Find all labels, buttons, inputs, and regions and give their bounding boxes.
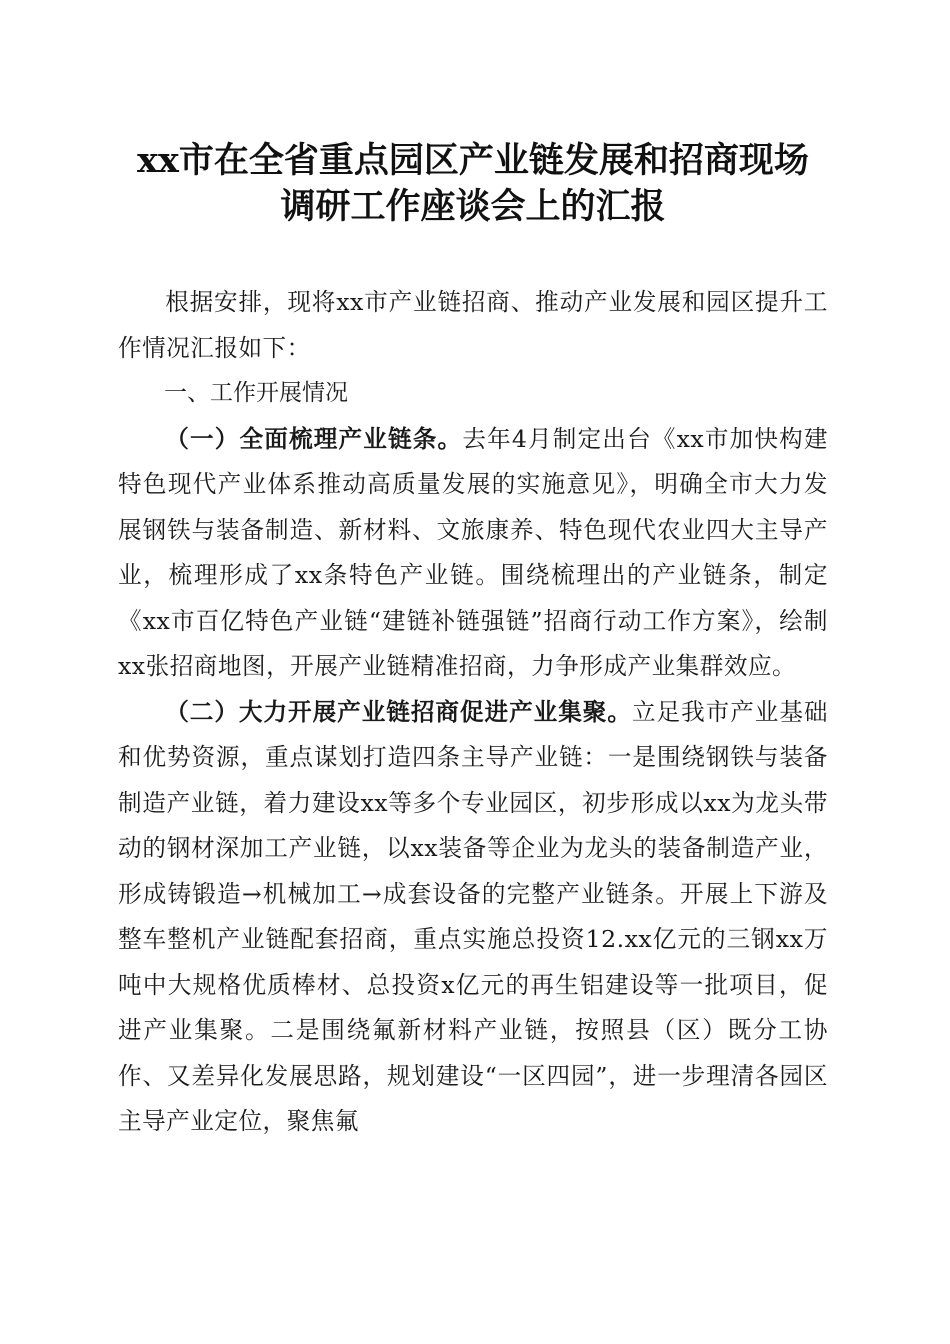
item-text-2: 立足我市产业基础和优势资源，重点谋划打造四条主导产业链：一是围绕钢铁与装备制造产业链，着力建设xx等多个专业园区，初步形成以xx为龙头带动的钢材深加工产业链，以xx装备等企业为龙头的装备制造产业，形成铸锻造→机械加工→成套设备的完整产业链条。开展上下游及整车整机产业链配套招商，重点实施总投资12.xx亿元的三钢xx万吨中大规格优质棒材、总投资x亿元的再生铝建设等一批项目，促进产业集聚。二是围绕氟新材料产业链，按照县（区）既分工协作、又差异化发展思路，规划建设“一区四园”，进一步理清各园区主导产业定位，聚焦氟 xyxy=(118,697,829,1135)
title-line-2: 调研工作座谈会上的汇报 xyxy=(280,186,666,227)
item-lead-1: （一）全面梳理产业链条。 xyxy=(165,424,463,453)
item-paragraph-1 xyxy=(118,417,828,690)
document-title xyxy=(118,138,828,230)
document-page xyxy=(118,138,828,1145)
item-paragraph-2 xyxy=(118,690,828,1145)
title-line-1: xx市在全省重点园区产业链发展和招商现场 xyxy=(137,140,809,181)
document-body xyxy=(118,280,828,1145)
section-heading: 一、工作开展情况 xyxy=(164,380,348,406)
item-lead-2: （二）大力开展产业链招商促进产业集聚。 xyxy=(165,697,632,726)
item-text-1: 去年4月制定出台《xx市加快构建特色现代产业体系推动高质量发展的实施意见》，明确全市大力发展钢铁与装备制造、新材料、文旅康养、特色现代农业四大主导产业，梳理形成了xx条特色产业链。围绕梳理出的产业链条，制定《xx市百亿特色产业链“建链补链强链”招商行动工作方案》，绘制xx张招商地图，开展产业链精准招商，力争形成产业集群效应。 xyxy=(118,424,829,680)
intro-paragraph: 根据安排，现将xx市产业链招商、推动产业发展和园区提升工作情况汇报如下： xyxy=(118,288,828,362)
